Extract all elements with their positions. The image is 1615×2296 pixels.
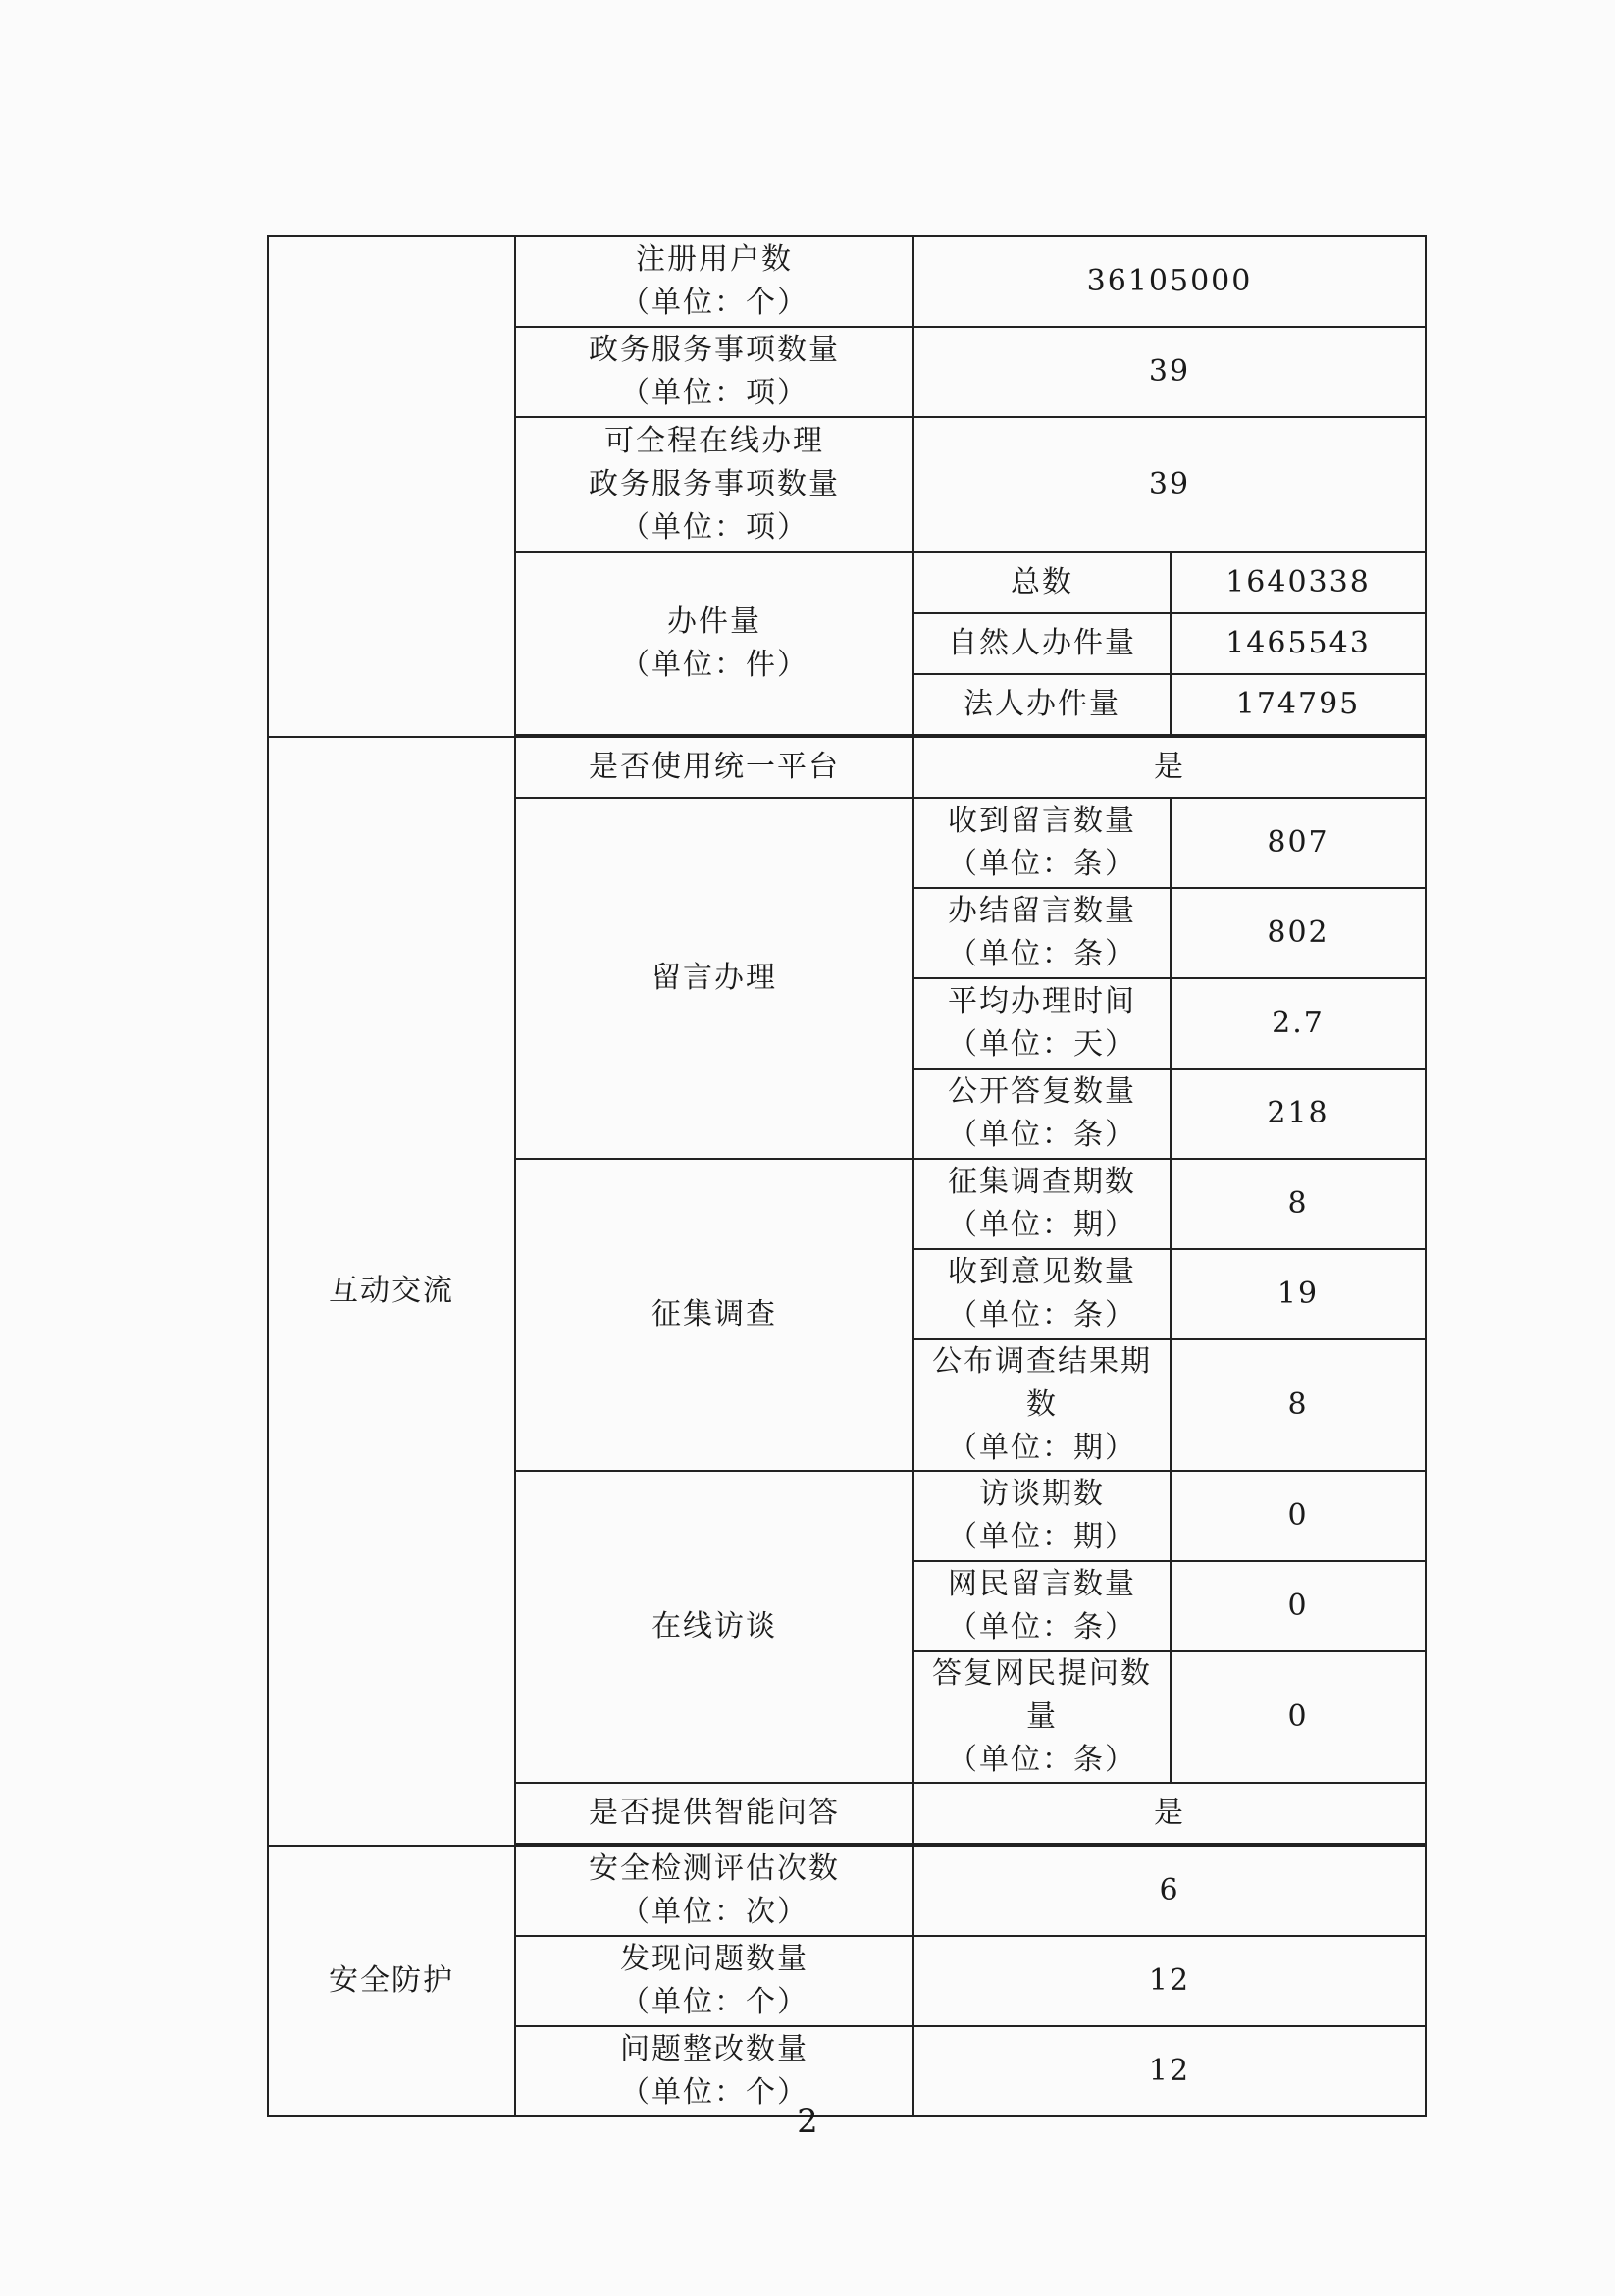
table-row bbox=[268, 1846, 1426, 1936]
issues-found-label: 发现问题数量 （单位：个） bbox=[515, 1936, 913, 2026]
issues-fixed-value: 12 bbox=[913, 2026, 1426, 2116]
assessments-label: 安全检测评估次数 （单位：次） bbox=[515, 1846, 913, 1936]
handled-legal-label: 法人办件量 bbox=[913, 674, 1171, 735]
unified-platform-label: 是否使用统一平台 bbox=[515, 737, 913, 798]
survey-opinions-value: 19 bbox=[1171, 1249, 1426, 1339]
online-items-value: 39 bbox=[913, 417, 1426, 552]
survey-opinions-label: 收到意见数量 （单位：条） bbox=[913, 1249, 1171, 1339]
issues-found-value: 12 bbox=[913, 1936, 1426, 2026]
handled-natural-label: 自然人办件量 bbox=[913, 613, 1171, 674]
interview-periods-label: 访谈期数 （单位：期） bbox=[913, 1471, 1171, 1561]
security-section-label: 安全防护 bbox=[268, 1846, 515, 2116]
assessments-value: 6 bbox=[913, 1846, 1426, 1936]
messages-public-replies-label: 公开答复数量 （单位：条） bbox=[913, 1069, 1171, 1159]
interview-netizen-msgs-value: 0 bbox=[1171, 1561, 1426, 1651]
unified-platform-value: 是 bbox=[913, 737, 1426, 798]
online-items-label: 可全程在线办理 政务服务事项数量 （单位：项） bbox=[515, 417, 913, 552]
page-number: 2 bbox=[797, 2102, 818, 2141]
survey-periods-label: 征集调查期数 （单位：期） bbox=[913, 1159, 1171, 1249]
survey-results-value: 8 bbox=[1171, 1339, 1426, 1471]
handled-total-value: 1640338 bbox=[1171, 552, 1426, 613]
smart-qa-value: 是 bbox=[913, 1783, 1426, 1844]
survey-label: 征集调查 bbox=[515, 1159, 913, 1471]
service-items-label: 政务服务事项数量 （单位：项） bbox=[515, 327, 913, 417]
service-section-cell bbox=[268, 236, 515, 737]
messages-public-replies-value: 218 bbox=[1171, 1069, 1426, 1159]
interaction-section-label: 互动交流 bbox=[268, 737, 515, 1846]
survey-results-label: 公布调查结果期数 （单位：期） bbox=[913, 1339, 1171, 1471]
interview-answers-label: 答复网民提问数量 （单位：条） bbox=[913, 1651, 1171, 1783]
smart-qa-label: 是否提供智能问答 bbox=[515, 1783, 913, 1844]
service-items-value: 39 bbox=[913, 327, 1426, 417]
registered-users-label: 注册用户数 （单位：个） bbox=[515, 236, 913, 327]
messages-received-label: 收到留言数量 （单位：条） bbox=[913, 798, 1171, 888]
survey-periods-value: 8 bbox=[1171, 1159, 1426, 1249]
messages-avg-time-value: 2.7 bbox=[1171, 978, 1426, 1069]
messages-received-value: 807 bbox=[1171, 798, 1426, 888]
registered-users-value: 36105000 bbox=[913, 236, 1426, 327]
messages-concluded-value: 802 bbox=[1171, 888, 1426, 978]
table-row bbox=[268, 737, 1426, 798]
messages-concluded-label: 办结留言数量 （单位：条） bbox=[913, 888, 1171, 978]
interview-periods-value: 0 bbox=[1171, 1471, 1426, 1561]
messages-label: 留言办理 bbox=[515, 798, 913, 1159]
handled-natural-value: 1465543 bbox=[1171, 613, 1426, 674]
interview-answers-value: 0 bbox=[1171, 1651, 1426, 1783]
issues-fixed-label: 问题整改数量 （单位：个） bbox=[515, 2026, 913, 2116]
handled-total-label: 总数 bbox=[913, 552, 1171, 613]
statistics-table bbox=[267, 235, 1427, 2117]
interview-netizen-msgs-label: 网民留言数量 （单位：条） bbox=[913, 1561, 1171, 1651]
handled-legal-value: 174795 bbox=[1171, 674, 1426, 735]
messages-avg-time-label: 平均办理时间 （单位：天） bbox=[913, 978, 1171, 1069]
table-row bbox=[268, 236, 1426, 327]
interview-label: 在线访谈 bbox=[515, 1471, 913, 1783]
handled-label: 办件量 （单位：件） bbox=[515, 552, 913, 735]
